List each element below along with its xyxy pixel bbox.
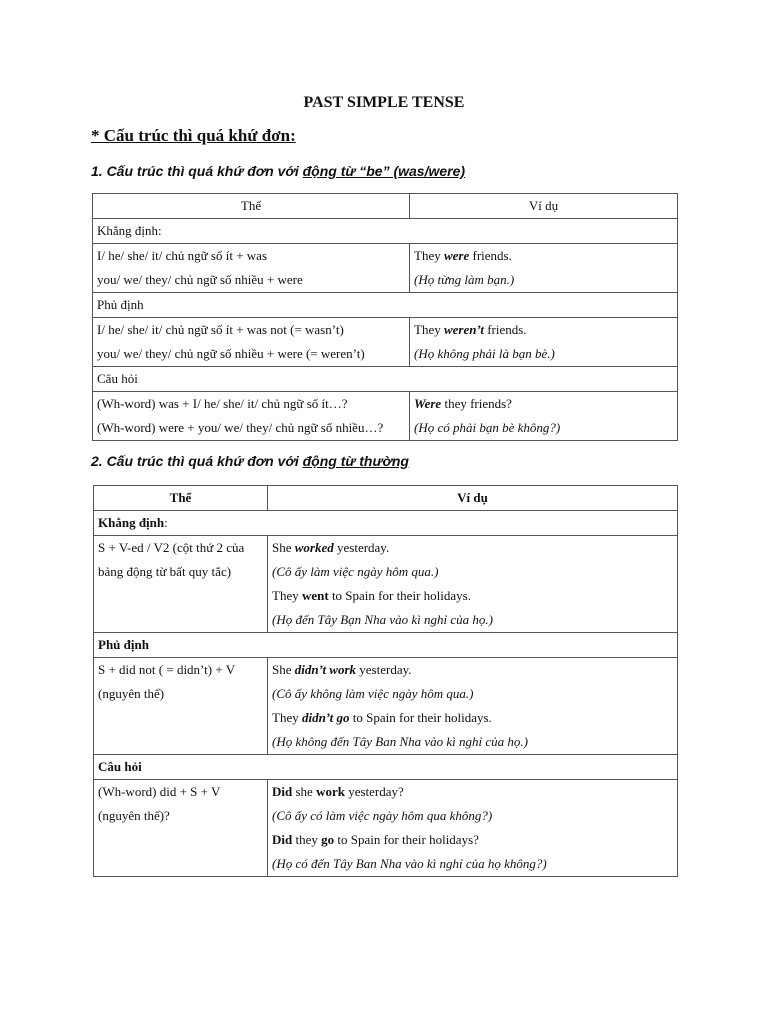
negative-label: Phủ định	[94, 633, 678, 658]
header-form: Thể	[93, 194, 410, 219]
header-example: Ví dụ	[268, 486, 678, 511]
example-text: yesterday.	[333, 540, 390, 555]
example-line	[272, 584, 673, 608]
example-text: they	[292, 832, 322, 847]
table-row	[94, 780, 678, 877]
example-verb: went	[301, 588, 329, 603]
table-row	[94, 658, 678, 755]
affirmative-label: Khẳng định:	[93, 219, 678, 244]
translation-line: (Họ từng làm bạn.)	[414, 272, 515, 287]
example-line	[414, 392, 673, 416]
example-line	[272, 536, 673, 560]
section-row	[93, 293, 678, 318]
question-forms	[93, 392, 410, 441]
affirmative-forms	[93, 244, 410, 293]
affirmative-example	[410, 244, 678, 293]
question-forms	[94, 780, 268, 877]
page-title: PAST SIMPLE TENSE	[303, 94, 465, 111]
section-2-underlined: động từ thường	[302, 453, 409, 469]
question-label: Câu hỏi	[94, 755, 678, 780]
example-line	[272, 658, 673, 682]
example-verb: Were	[414, 396, 442, 411]
example-text: They	[414, 322, 444, 337]
question-label: Câu hỏi	[93, 367, 678, 392]
example-text: to Spain for their holidays?	[334, 832, 479, 847]
section-row	[93, 367, 678, 392]
question-example	[410, 392, 678, 441]
translation-line: (Họ có đến Tây Ban Nha vào kì nghỉ của họ không?)	[272, 856, 547, 871]
translation-line: (Họ không phải là bạn bè.)	[414, 346, 555, 361]
example-text: they friends?	[441, 396, 512, 411]
form-line: I/ he/ she/ it/ chủ ngữ số ít + was not (= wasn’t)	[97, 322, 344, 337]
negative-forms	[93, 318, 410, 367]
form-line: (nguyên thể)	[98, 686, 165, 701]
table-row	[94, 536, 678, 633]
example-verb: Did	[272, 832, 293, 847]
label-text: Khẳng định	[98, 515, 165, 530]
negative-forms	[94, 658, 268, 755]
example-verb: didn’t work	[294, 662, 357, 677]
example-line	[414, 318, 673, 342]
regular-verb-table	[93, 485, 678, 877]
table-header-row	[94, 486, 678, 511]
structure-heading: * Cấu trúc thì quá khứ đơn:	[91, 126, 296, 145]
example-line	[272, 706, 673, 730]
section-row	[93, 219, 678, 244]
section-row	[94, 633, 678, 658]
example-text: she	[292, 784, 317, 799]
affirmative-label	[94, 511, 678, 536]
section-1-heading	[91, 163, 465, 179]
form-line: I/ he/ she/ it/ chủ ngữ số ít + was	[97, 248, 267, 263]
form-line: (Wh-word) was + I/ he/ she/ it/ chủ ngữ số ít…?	[97, 396, 348, 411]
translation-line: (Họ đến Tây Bạn Nha vào kì nghỉ của họ.)	[272, 612, 493, 627]
header-form: Thể	[94, 486, 268, 511]
example-text: She	[272, 540, 295, 555]
be-verb-table	[92, 193, 678, 441]
example-text: to Spain for their holidays.	[349, 710, 492, 725]
section-2-heading	[91, 453, 409, 469]
question-example	[268, 780, 678, 877]
example-verb: Did	[272, 784, 293, 799]
affirmative-example	[268, 536, 678, 633]
translation-line: (Cô ấy có làm việc ngày hôm qua không?)	[272, 808, 493, 823]
example-verb: work	[316, 784, 345, 799]
example-text: They	[272, 710, 302, 725]
affirmative-forms	[94, 536, 268, 633]
section-1-prefix: 1. Cấu trúc thì quá khứ đơn với	[91, 163, 303, 179]
example-line	[414, 244, 673, 268]
example-text: to Spain for their holidays.	[328, 588, 471, 603]
example-text: yesterday.	[356, 662, 412, 677]
negative-example	[410, 318, 678, 367]
example-text: She	[272, 662, 295, 677]
section-row	[94, 755, 678, 780]
example-text: They	[272, 588, 302, 603]
translation-line: (Cô ấy không làm việc ngày hôm qua.)	[272, 686, 474, 701]
example-line	[272, 780, 673, 804]
table-header-row	[93, 194, 678, 219]
negative-label: Phủ định	[93, 293, 678, 318]
form-line: S + V-ed / V2 (cột thứ 2 của	[98, 540, 245, 555]
form-line: S + did not ( = didn’t) + V	[98, 662, 236, 677]
form-line: you/ we/ they/ chủ ngữ số nhiều + were	[97, 272, 303, 287]
example-verb: didn’t go	[301, 710, 350, 725]
example-verb: weren’t	[443, 322, 484, 337]
form-line: bảng động từ bất quy tắc)	[98, 564, 232, 579]
table-row	[93, 318, 678, 367]
example-text: friends.	[469, 248, 512, 263]
form-line: (Wh-word) were + you/ we/ they/ chủ ngữ số nhiều…?	[97, 420, 384, 435]
example-text: yesterday?	[344, 784, 404, 799]
negative-example	[268, 658, 678, 755]
example-line	[272, 828, 673, 852]
translation-line: (Họ có phải bạn bè không?)	[414, 420, 561, 435]
section-2-prefix: 2. Cấu trúc thì quá khứ đơn với	[91, 453, 303, 469]
translation-line: (Cô ấy làm việc ngày hôm qua.)	[272, 564, 439, 579]
example-text: friends.	[483, 322, 527, 337]
table-row	[93, 392, 678, 441]
form-line: (nguyên thể)?	[98, 808, 170, 823]
form-line: you/ we/ they/ chủ ngữ số nhiều + were (= weren’t)	[97, 346, 365, 361]
header-example: Ví dụ	[410, 194, 678, 219]
translation-line: (Họ không đến Tây Ban Nha vào kì nghỉ của họ.)	[272, 734, 528, 749]
example-text: They	[414, 248, 444, 263]
section-row	[94, 511, 678, 536]
section-1-underlined: động từ “be” (was/were)	[302, 163, 466, 179]
label-suffix: :	[164, 515, 168, 530]
example-verb: go	[321, 832, 335, 847]
table-row	[93, 244, 678, 293]
form-line: (Wh-word) did + S + V	[98, 784, 221, 799]
example-verb: were	[443, 248, 470, 263]
example-verb: worked	[294, 540, 334, 555]
